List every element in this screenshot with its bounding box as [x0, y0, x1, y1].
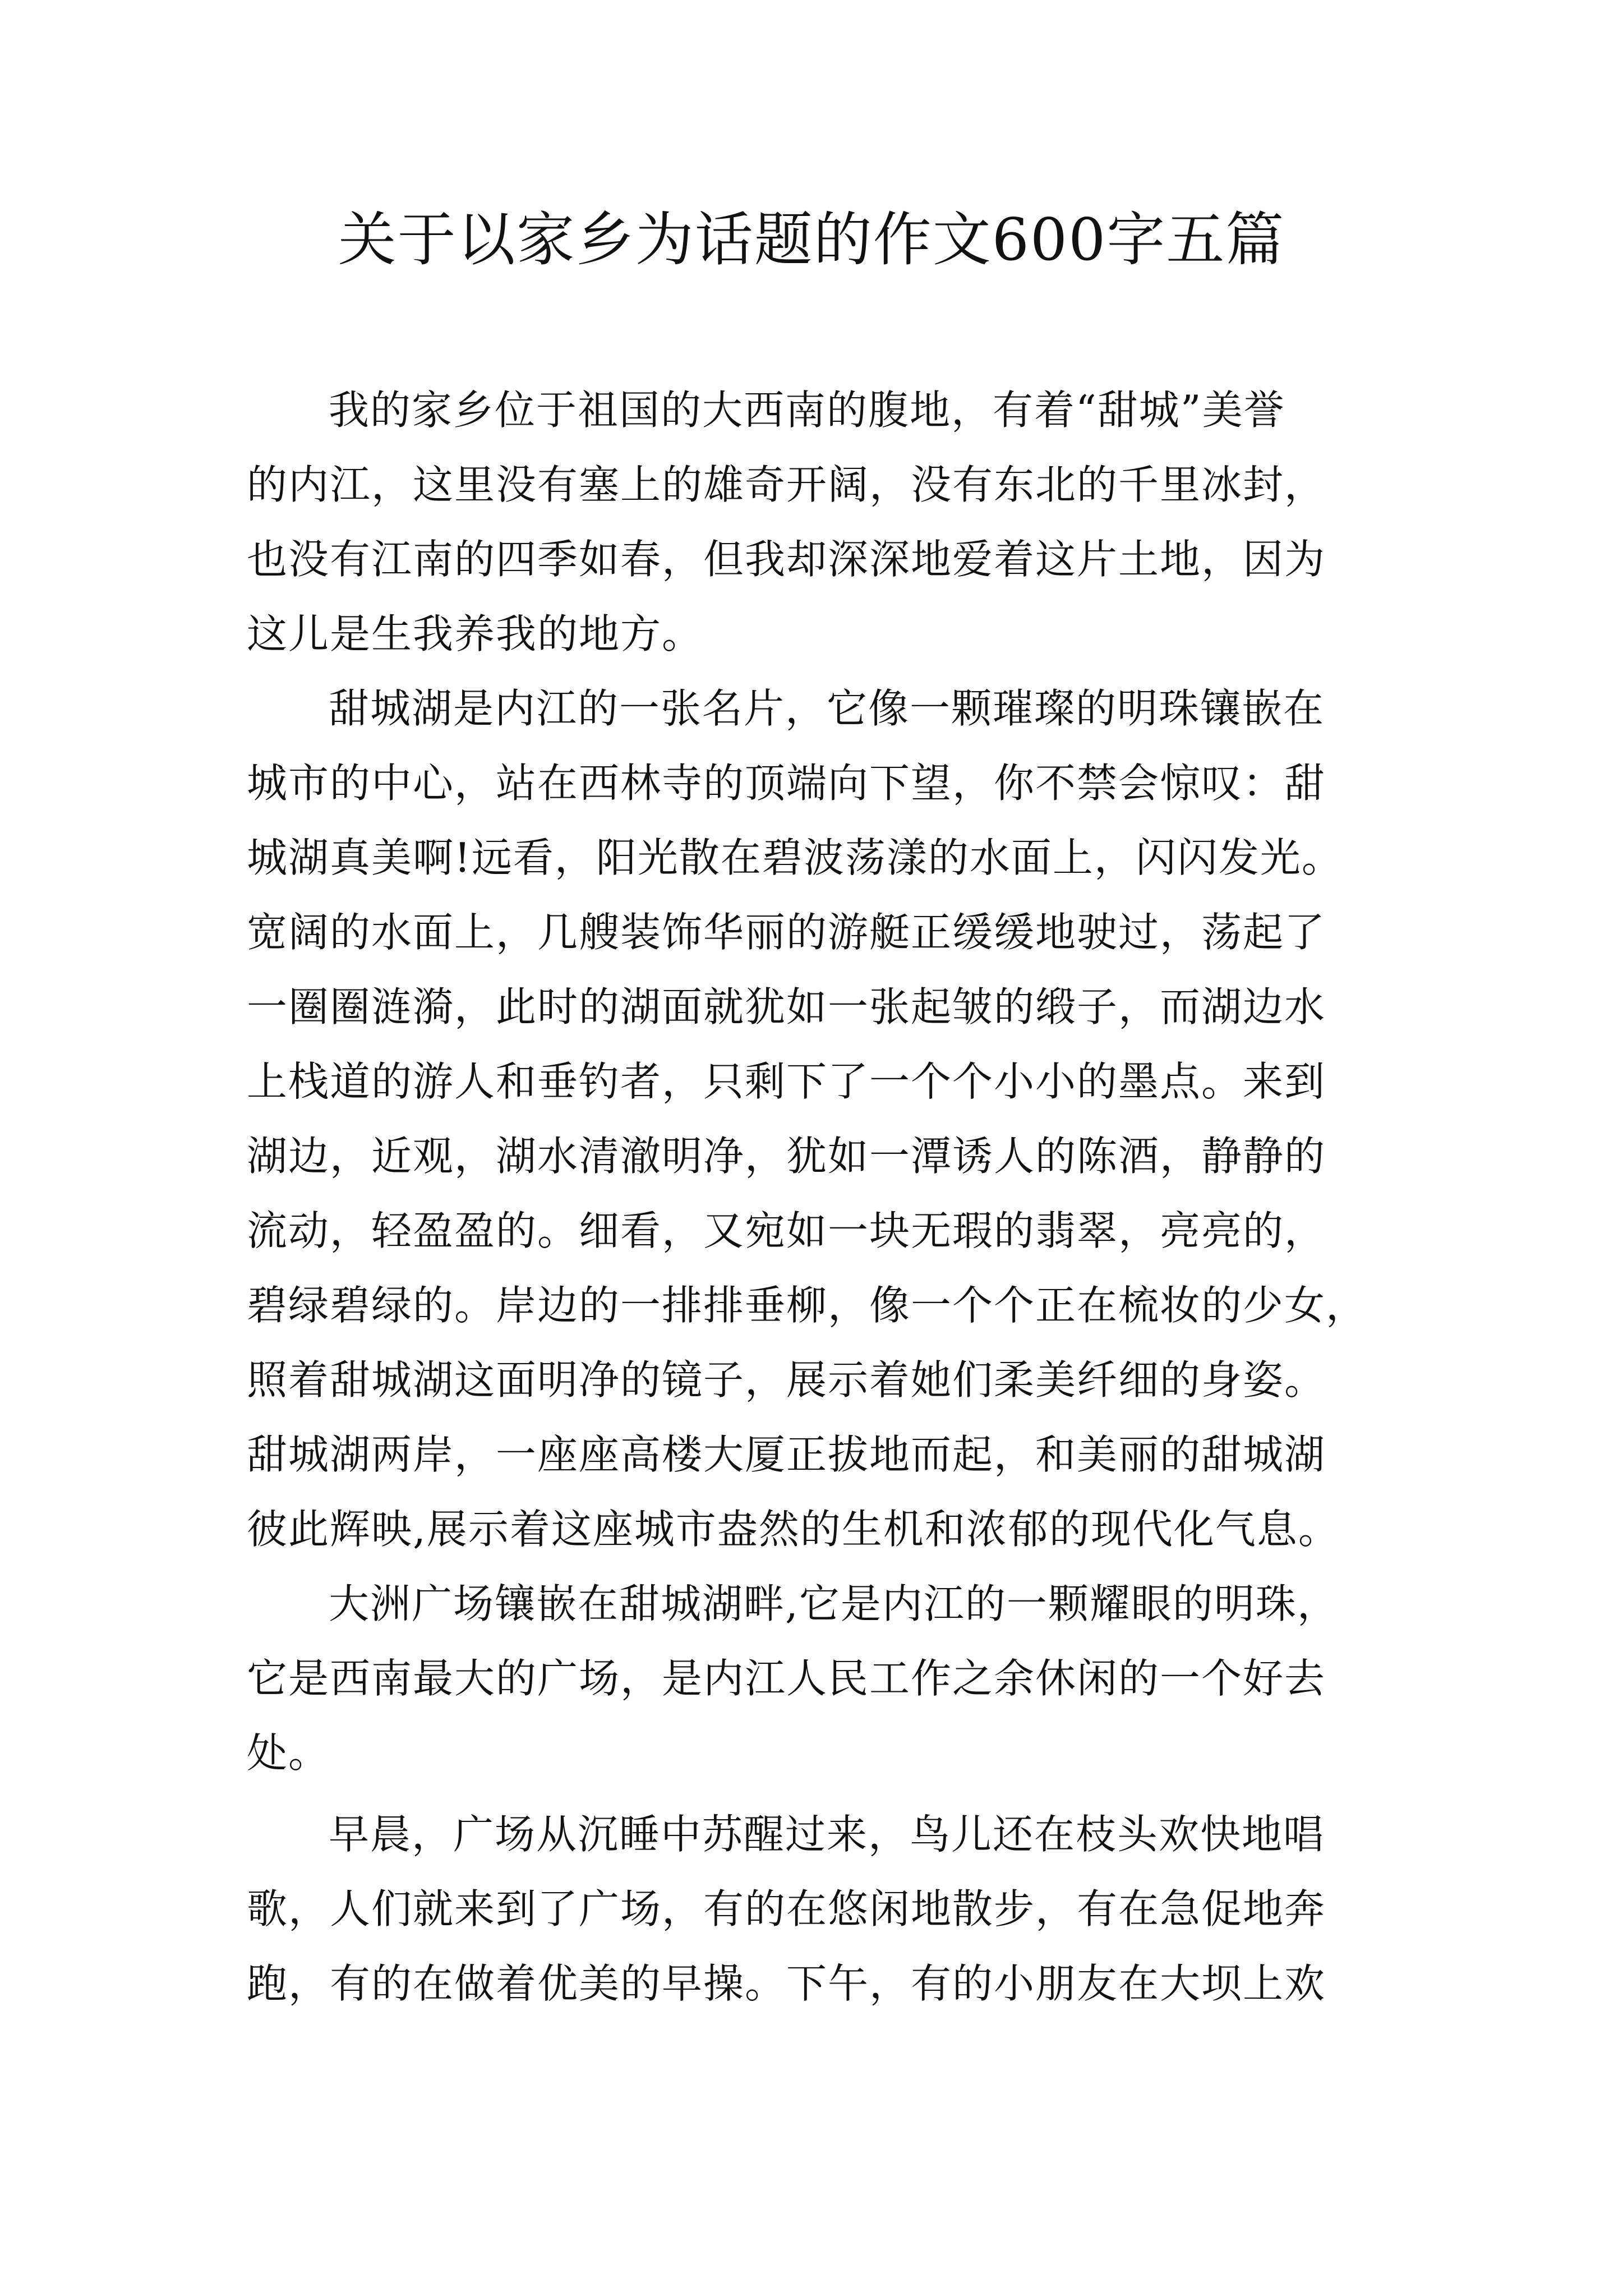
paragraph-2: [247, 671, 1385, 1567]
text-line: 甜城湖是内江的一张名片，它像一颗璀璨的明珠镶嵌在: [329, 685, 1325, 732]
text-line: 跑，有的在做着优美的早操。下午，有的小朋友在大坝上欢: [247, 1960, 1326, 2007]
text-line: 大洲广场镶嵌在甜城湖畔,它是内江的一颗耀眼的明珠，: [329, 1580, 1339, 1627]
text-line: 上栈道的游人和垂钓者，只剩下了一个个小小的墨点。来到: [247, 1058, 1326, 1105]
text-line: 我的家乡位于祖国的大西南的腹地，有着“甜城”美誉: [329, 386, 1285, 434]
paragraph-3: [247, 1567, 1385, 1791]
text-line: 一圈圈涟漪，此时的湖面就犹如一张起皱的缎子，而湖边水: [247, 983, 1326, 1030]
text-line: 处。: [247, 1729, 330, 1777]
text-line: 照着甜城湖这面明净的镜子，展示着她们柔美纤细的身姿。: [247, 1356, 1326, 1404]
text-line: 甜城湖两岸，一座座高楼大厦正拔地而起，和美丽的甜城湖: [247, 1431, 1326, 1478]
text-line: 碧绿碧绿的。岸边的一排排垂柳，像一个个正在梳妆的少女，: [247, 1282, 1368, 1329]
text-line: 流动，轻盈盈的。细看，又宛如一块无瑕的翡翠，亮亮的，: [247, 1207, 1326, 1254]
text-line: 早晨，广场从沉睡中苏醒过来，鸟儿还在枝头欢快地唱: [329, 1811, 1325, 1858]
text-line: 歌，人们就来到了广场，有的在悠闲地散步，有在急促地奔: [247, 1885, 1326, 1932]
text-line: 彼此辉映,展示着这座城市盎然的生机和浓郁的现代化气息。: [247, 1506, 1340, 1553]
text-line: 这儿是生我养我的地方。: [247, 610, 704, 657]
text-line: 城市的中心，站在西林寺的顶端向下望，你不禁会惊叹：甜: [247, 760, 1326, 807]
document-body: [247, 373, 1385, 2021]
document-title: 关于以家乡为话题的作文600字五篇: [338, 205, 1285, 274]
text-line: 宽阔的水面上，几艘装饰华丽的游艇正缓缓地驶过，荡起了: [247, 909, 1326, 956]
paragraph-4: [247, 1797, 1385, 2021]
text-line: 城湖真美啊!远看，阳光散在碧波荡漾的水面上，闪闪发光。: [247, 834, 1343, 881]
text-line: 的内江，这里没有塞上的雄奇开阔，没有东北的千里冰封，: [247, 461, 1326, 508]
text-line: 湖边，近观，湖水清澈明净，犹如一潭诱人的陈酒，静静的: [247, 1133, 1326, 1180]
paragraph-1: [247, 373, 1385, 671]
text-line: 也没有江南的四季如春，但我却深深地爱着这片土地，因为: [247, 536, 1326, 583]
text-line: 它是西南最大的广场，是内江人民工作之余休闲的一个好去: [247, 1655, 1326, 1702]
